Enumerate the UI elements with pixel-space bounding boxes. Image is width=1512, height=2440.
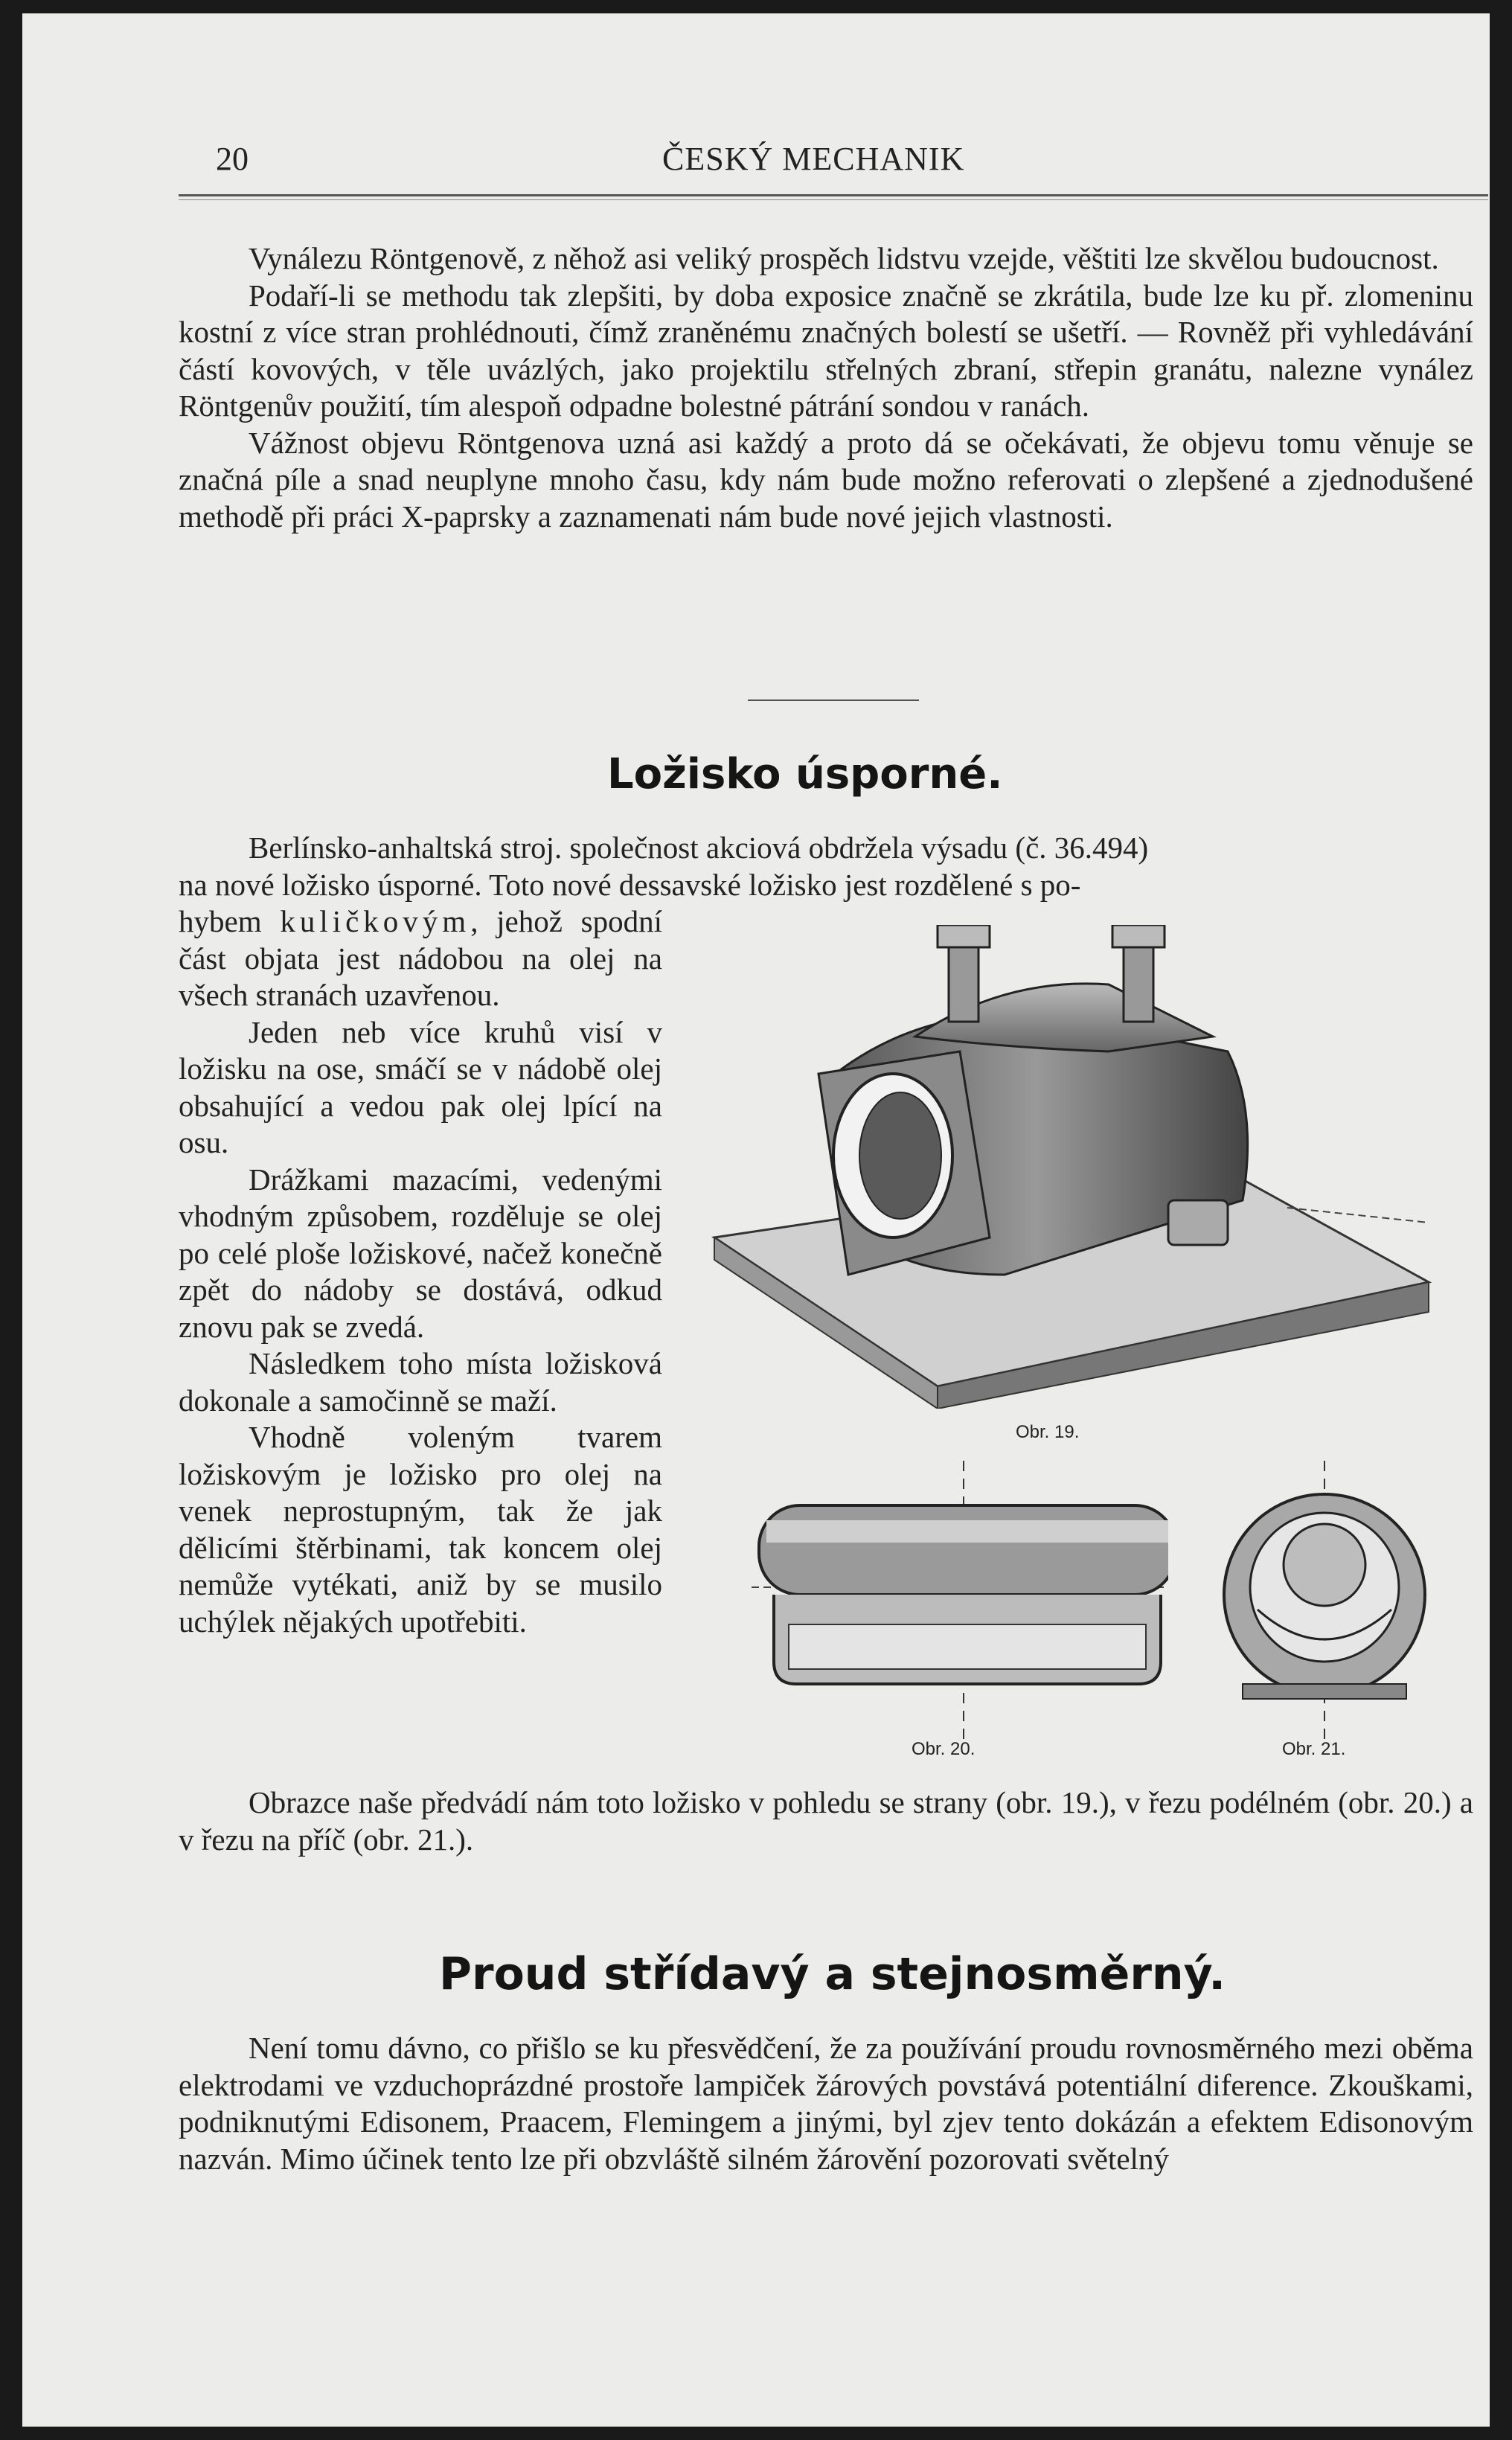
bearing-closing: [179, 1784, 1473, 1858]
header-rule: [179, 194, 1488, 196]
paragraph: Jeden neb více kruhů visí v ložisku na ose, smáčí se v nádobě olej obsahující a vedou pak olej lpící na osu.: [179, 1014, 662, 1159]
paragraph: Není tomu dávno, co přišlo se ku přesvědčení, že za používání proudu rovnosměrného mezi oběma elektrodami ve vzduchoprázdné prostoře lampiček žárových povstává potentiální diference. Zkouškami, podniknutými Edisonem, Praacem, Flemingem a jinými, byl zjev tento dokázán a efektem Edisonovým nazván. Mimo účinek tento lze při obzvláště silném žárovění pozorovati světelný: [179, 2031, 1473, 2176]
paragraph: Podaří-li se methodu tak zlepšiti, by doba exposice značně se zkrátila, bude lze ku př. zlomeninu kostní z více stran prohlédnouti, čímž zraněnému značných bolestí se ušetří. — Rovněž při vyhledávání částí kovových, v těle uvázlých, jako projektilu střelných zbraní, střepin granátu, nalezne vynález Röntgenův použití, tím alespoň odpadne bolestné pátrání sondou v ranách.: [179, 278, 1473, 423]
text-line: na nové ložisko úsporné. Toto nové dessavské ložisko jest rozdělené s po-: [179, 867, 1081, 902]
paragraph: Drážkami mazacími, vedenými vhodným způsobem, rozděluje se olej po celé ploše ložiskové, načež konečně zpět do nádoby se dostává, odkud znovu pak se zvedá.: [179, 1162, 662, 1344]
paragraph: Vynálezu Röntgenově, z něhož asi veliký prospěch lidstvu vzejde, věštiti lze skvělou budoucnost.: [249, 241, 1439, 275]
text-run: hybem: [179, 904, 281, 938]
paragraph: Následkem toho místa ložisková dokonale a samočinně se maží.: [179, 1346, 662, 1418]
running-title: ČESKÝ MECHANIK: [662, 141, 965, 177]
page-number: 20: [216, 141, 249, 177]
paragraph: Vhodně voleným tvarem ložiskovým je ložisko pro olej na venek neprostupným, tak že jak dělicími štěrbinami, tak koncem olej nemůže vytékati, aniž by se musilo uchýlek nějakých upotřebiti.: [179, 1420, 662, 1639]
paragraph: Vážnost objevu Röntgenova uzná asi každý a proto dá se očekávati, že objevu tomu věnuje se značná píle a snad neuplyne mnoho času, kdy nám bude možno referovati o zlepšené a zjednodušené methodě při práci X-paprsky a zaznamenati nám bude nové jejich vlastnosti.: [179, 425, 1473, 534]
bearing-illustration: [692, 925, 1436, 1409]
bearing-column: [179, 903, 662, 1640]
figure-caption: Obr. 21.: [1282, 1739, 1346, 1759]
bearing-intro: [179, 830, 1473, 903]
roentgen-text: [179, 240, 1473, 535]
paragraph: Obrazce naše předvádí nám toto ložisko v pohledu se strany (obr. 19.), v řezu podélném (obr. 20.) a v řezu na příč (obr. 21.).: [179, 1785, 1473, 1857]
page-header: [22, 140, 1490, 185]
text-line: Berlínsko-anhaltská stroj. společnost akciová obdržela výsadu (č. 36.494): [249, 830, 1149, 865]
cross-section-illustration: [1213, 1461, 1436, 1743]
paragraph: [179, 903, 662, 1014]
figure-caption: Obr. 20.: [912, 1739, 976, 1759]
section-separator: [748, 699, 919, 701]
section-heading-current: Proud střídavý a stejnosměrný.: [439, 1948, 1226, 2000]
section-heading-bearing: Ložisko úsporné.: [607, 750, 1003, 798]
text-run: , jehož spodní část objata jest nádobou na olej na všech stranách uzavřenou.: [179, 904, 662, 1012]
longitudinal-section-illustration: [692, 1461, 1168, 1743]
figure-caption: Obr. 19.: [1016, 1422, 1080, 1442]
header-rule-thin: [179, 199, 1488, 200]
spaced-term: kuličkovým: [280, 904, 471, 938]
page-sheet: [22, 13, 1490, 2427]
current-text: [179, 2030, 1473, 2177]
